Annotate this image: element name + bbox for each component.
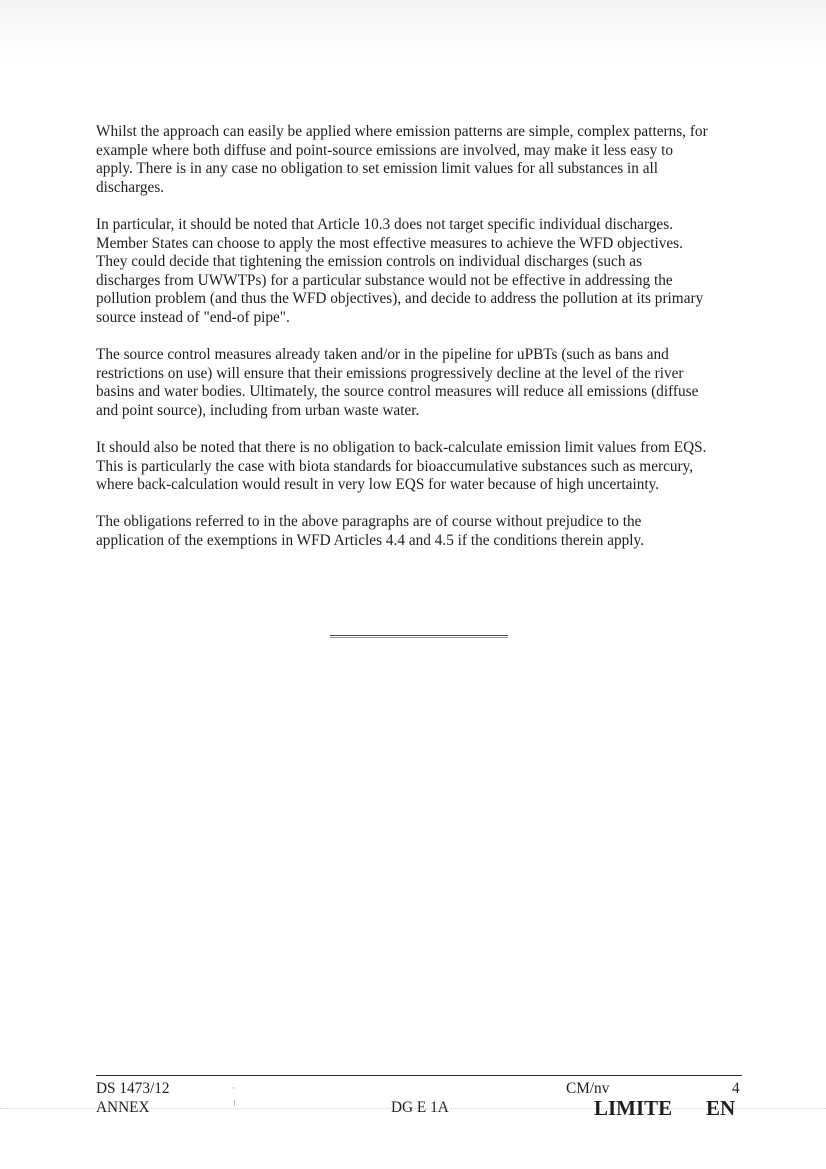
text-line: This is particularly the case with biota standards for bioaccumulative substances such as mercury,: [96, 457, 694, 475]
text-line: The obligations referred to in the above paragraphs are of course without prejudice to the: [96, 513, 642, 531]
text-line: They could decide that tightening the emission controls on individual discharges (such as: [96, 253, 643, 271]
scan-speck: ⁝: [233, 1098, 236, 1108]
footer-rule: [96, 1075, 742, 1076]
text-line: Member States can choose to apply the most effective measures to achieve the WFD objectives.: [96, 234, 683, 252]
text-line: basins and water bodies. Ultimately, the source control measures will reduce all emissions (diffuse: [96, 383, 699, 401]
classification-label: LIMITE: [594, 1096, 673, 1120]
section-separator: [330, 635, 508, 638]
annex-label: ANNEX: [96, 1099, 150, 1116]
text-line: discharges from UWWTPs) for a particular substance would not be effective in addressing the: [96, 271, 673, 289]
text-line: apply. There is in any case no obligation to set emission limit values for all substances in all: [96, 160, 659, 178]
paragraph-5: [96, 513, 746, 550]
text-line: The source control measures already taken and/or in the pipeline for uPBTs (such as bans and: [96, 346, 669, 364]
text-line: discharges.: [96, 178, 165, 196]
text-line: source instead of "end-of pipe".: [96, 308, 290, 326]
author-initials: CM/nv: [566, 1080, 610, 1097]
document-body: [96, 123, 746, 569]
paragraph-2: [96, 216, 746, 328]
scan-shadow: [0, 0, 826, 60]
text-line: application of the exemptions in WFD Articles 4.4 and 4.5 if the conditions therein apply.: [96, 532, 645, 550]
text-line: In particular, it should be noted that Article 10.3 does not target specific individual discharges.: [96, 215, 673, 233]
text-line: where back-calculation would result in very low EQS for water because of high uncertainty.: [96, 476, 660, 494]
paragraph-4: [96, 439, 746, 495]
page-number: 4: [732, 1080, 740, 1097]
text-line: restrictions on use) will ensure that their emissions progressively decline at the level of the river: [96, 364, 684, 382]
paragraph-1: [96, 123, 746, 197]
text-line: Whilst the approach can easily be applied where emission patterns are simple, complex patterns, for: [96, 123, 708, 140]
doc-reference: DS 1473/12: [96, 1080, 170, 1097]
text-line: example where both diffuse and point-source emissions are involved, may make it less easy to: [96, 141, 674, 159]
text-line: and point source), including from urban waste water.: [96, 401, 420, 419]
paragraph-3: [96, 346, 746, 420]
language-code: EN: [706, 1096, 736, 1120]
text-line: pollution problem (and thus the WFD objectives), and decide to address the pollution at its primary: [96, 290, 704, 308]
text-line: It should also be noted that there is no obligation to back-calculate emission limit values from EQS.: [96, 439, 707, 457]
department-code: DG E 1A: [391, 1099, 449, 1116]
scan-speck: ·: [232, 1083, 235, 1093]
